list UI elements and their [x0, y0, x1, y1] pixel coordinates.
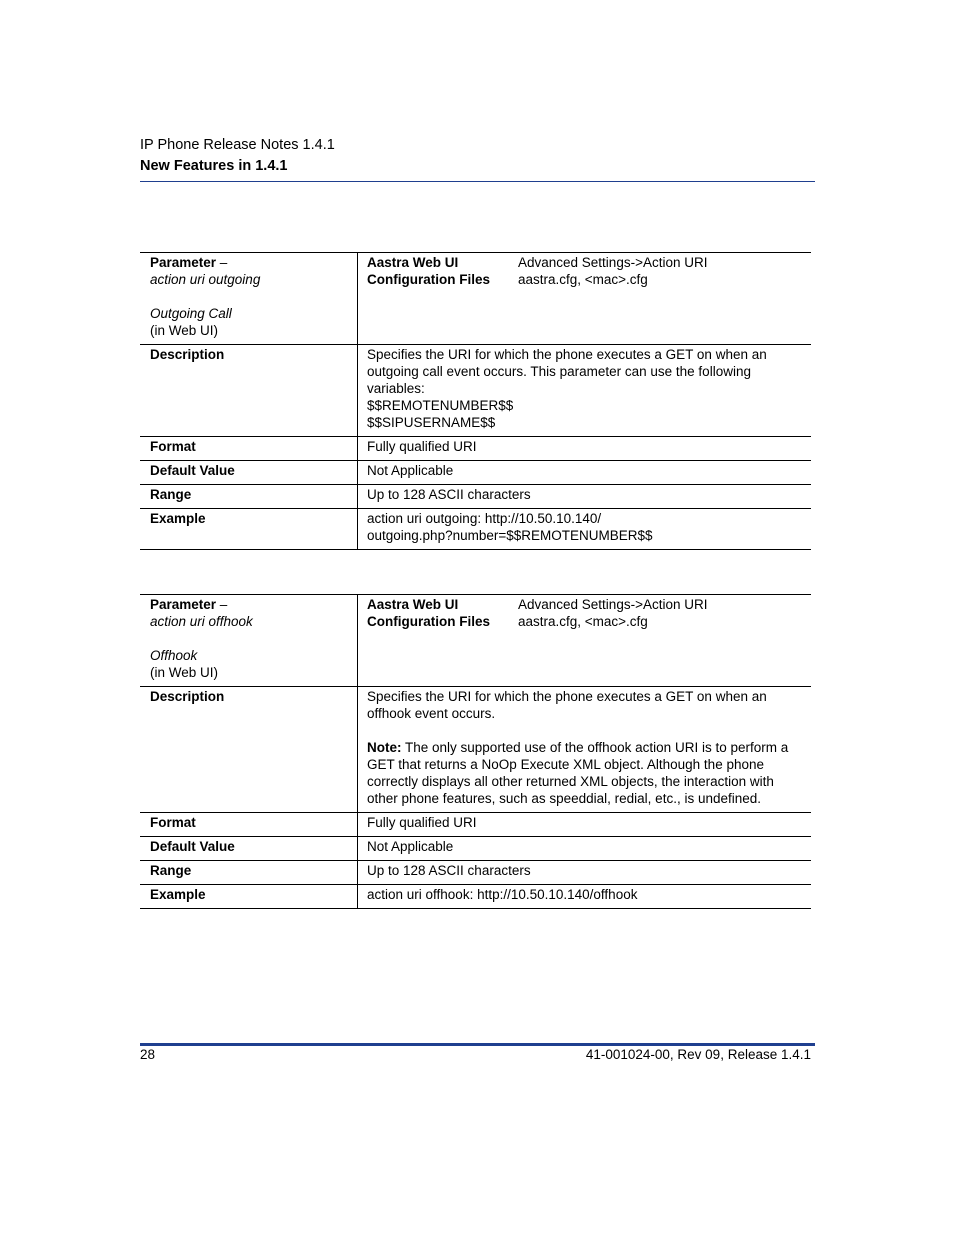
description-value [358, 345, 812, 437]
parameter-name: action uri offhook [150, 614, 253, 629]
example-line: outgoing.php?number=$$REMOTENUMBER$$ [367, 528, 653, 543]
note-line [367, 739, 805, 756]
parameter-cell [140, 595, 358, 687]
description-line: outgoing call event occurs. This parameter can use the following [367, 364, 751, 379]
description-line: variables: [367, 381, 425, 396]
table-row [140, 485, 811, 509]
table-row [140, 461, 811, 485]
table-row [140, 345, 811, 437]
document-title: IP Phone Release Notes 1.4.1 [140, 137, 335, 153]
parameter-name: action uri outgoing [150, 272, 261, 287]
description-line: offhook event occurs. [367, 706, 496, 721]
web-ui-label: Aastra Web UI [367, 255, 459, 270]
web-ui-label: Aastra Web UI [367, 597, 459, 612]
parameter-dash: – [216, 597, 228, 612]
example-label: Example [140, 509, 358, 550]
parameter-table-offhook [140, 594, 811, 909]
range-label: Range [140, 861, 358, 885]
header-divider [140, 181, 815, 182]
format-label: Format [140, 437, 358, 461]
example-label: Example [140, 885, 358, 909]
example-line: action uri offhook: http://10.50.10.140/offhook [367, 887, 638, 902]
note-line: correctly displays all other returned XML objects, the interaction with [367, 774, 774, 789]
description-label: Description [140, 687, 358, 813]
parameter-dash: – [216, 255, 228, 270]
document-id: 41-001024-00, Rev 09, Release 1.4.1 [585, 1047, 811, 1062]
web-ui-note: (in Web UI) [150, 665, 219, 680]
table-row [140, 813, 811, 837]
page-header [140, 136, 815, 175]
example-line: action uri outgoing: http://10.50.10.140/ [367, 511, 602, 526]
table-row [140, 509, 811, 550]
description-value [358, 687, 812, 813]
description-line: Specifies the URI for which the phone executes a GET on when an [367, 689, 767, 704]
example-value [358, 509, 812, 550]
location-cell [358, 595, 812, 687]
config-files-label: Configuration Files [367, 614, 490, 629]
table-row [140, 861, 811, 885]
format-value: Fully qualified URI [367, 439, 477, 454]
description-label: Description [140, 345, 358, 437]
note-line: other phone features, such as speeddial, redial, etc., is undefined. [367, 791, 762, 806]
web-ui-value: Advanced Settings->Action URI [518, 597, 708, 612]
web-ui-value: Advanced Settings->Action URI [518, 255, 708, 270]
range-value: Up to 128 ASCII characters [367, 863, 531, 878]
note-line: GET that returns a NoOp Execute XML object. Although the phone [367, 757, 764, 772]
parameter-table-outgoing [140, 252, 811, 550]
table-row [140, 687, 811, 813]
config-files-label: Configuration Files [367, 272, 490, 287]
table-row [140, 437, 811, 461]
parameter-label: Parameter [150, 255, 217, 270]
note-text: The only supported use of the offhook action URI is to perform a [401, 740, 789, 755]
note-label: Note: [367, 740, 402, 755]
format-value: Fully qualified URI [367, 815, 477, 830]
range-value: Up to 128 ASCII characters [367, 487, 531, 502]
config-files-value: aastra.cfg, <mac>.cfg [518, 272, 648, 287]
web-ui-name: Offhook [150, 648, 198, 663]
range-label: Range [140, 485, 358, 509]
format-label: Format [140, 813, 358, 837]
page-number: 28 [140, 1047, 156, 1062]
table-row [140, 253, 811, 345]
web-ui-note: (in Web UI) [150, 323, 219, 338]
description-line: Specifies the URI for which the phone executes a GET on when an [367, 347, 767, 362]
default-value-label: Default Value [140, 461, 358, 485]
parameter-cell [140, 253, 358, 345]
web-ui-name: Outgoing Call [150, 306, 232, 321]
location-cell [358, 253, 812, 345]
table-row [140, 595, 811, 687]
parameter-label: Parameter [150, 597, 217, 612]
table-row [140, 885, 811, 909]
description-line: $$REMOTENUMBER$$ [367, 398, 514, 413]
description-line: $$SIPUSERNAME$$ [367, 415, 496, 430]
example-value [358, 885, 812, 909]
config-files-value: aastra.cfg, <mac>.cfg [518, 614, 648, 629]
table-row [140, 837, 811, 861]
section-title: New Features in 1.4.1 [140, 158, 288, 174]
default-value-label: Default Value [140, 837, 358, 861]
footer-divider [140, 1043, 815, 1046]
default-value: Not Applicable [367, 839, 454, 854]
default-value: Not Applicable [367, 463, 454, 478]
